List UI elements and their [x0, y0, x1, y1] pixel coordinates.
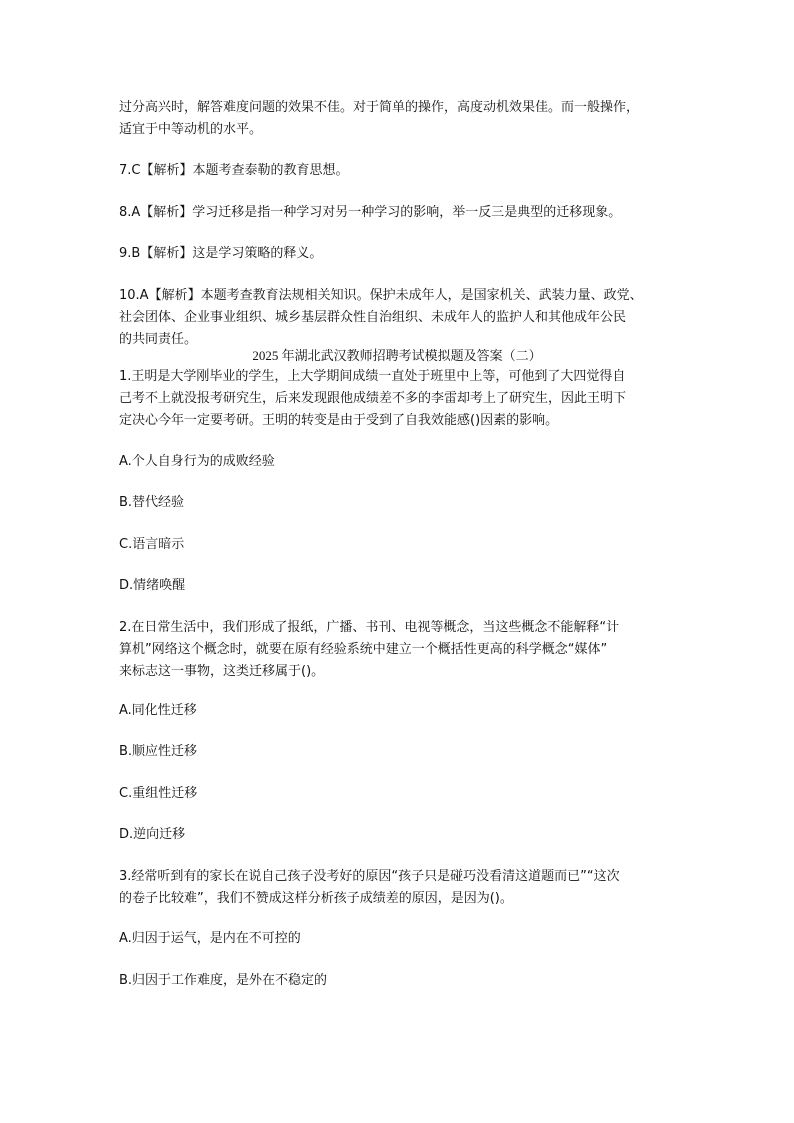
text-line: 定决心今年一定要考研。王明的转变是由于受到了自我效能感()因素的影响。 — [119, 413, 559, 428]
question-1-option-b: B.替代经验 — [119, 495, 185, 510]
text-line: 来标志这一事物，这类迁移属于()。 — [119, 664, 325, 679]
text-line: 算机”网络这个概念时，就要在原有经验系统中建立一个概括性更高的科学概念“媒体” — [119, 642, 608, 657]
question-1-option-c: C.语言暗示 — [119, 537, 185, 552]
answer-10 — [119, 285, 679, 351]
answer-9: 9.B【解析】这是学习策略的释义。 — [119, 246, 323, 261]
text-line: 己考不上就没报考研究生，后来发现跟他成绩差不多的李雷却考上了研究生，因此王明下 — [119, 391, 627, 406]
text-line: 过分高兴时，解答难度问题的效果不佳。对于简单的操作，高度动机效果佳。而一般操作， — [119, 100, 640, 115]
question-2 — [119, 617, 679, 683]
question-2-option-c: C.重组性迁移 — [119, 786, 198, 801]
text-line: 的共同责任。 — [119, 332, 198, 347]
text-line: 的卷子比较难”，我们不赞成这样分析孩子成绩差的原因，是因为()。 — [119, 891, 513, 906]
text-line: 3.经常听到有的家长在说自己孩子没考好的原因“孩子只是碰巧没看清这道题而已”“这次 — [119, 869, 620, 884]
question-2-option-b: B.顺应性迁移 — [119, 744, 198, 759]
text-line: 适宜于中等动机的水平。 — [119, 122, 263, 137]
answer-7: 7.C【解析】本题考查泰勒的教育思想。 — [119, 163, 349, 178]
question-1 — [119, 366, 679, 432]
text-line: 1.王明是大学刚毕业的学生，上大学期间成绩一直处于班里中上等，可他到了大四觉得自 — [119, 369, 626, 384]
question-1-option-d: D.情绪唤醒 — [119, 578, 186, 593]
question-1-option-a: A.个人自身行为的成败经验 — [119, 454, 275, 469]
question-2-option-d: D.逆向迁移 — [119, 827, 186, 842]
question-3 — [119, 866, 679, 910]
paragraph-motivation — [119, 97, 679, 141]
text-line: 2.在日常生活中，我们形成了报纸，广播、书刊、电视等概念，当这些概念不能解释“计 — [119, 620, 620, 635]
section-title: 2025 年湖北武汉教师招聘考试模拟题及答案（二） — [252, 348, 542, 363]
answer-8: 8.A【解析】学习迁移是指一种学习对另一种学习的影响，举一反三是典型的迁移现象。 — [119, 205, 622, 220]
question-3-option-b: B.归因于工作难度，是外在不稳定的 — [119, 973, 328, 988]
text-line: 社会团体、企业事业组织、城乡基层群众性自治组织、未成年人的监护人和其他成年公民 — [119, 310, 627, 325]
question-2-option-a: A.同化性迁移 — [119, 703, 197, 718]
question-3-option-a: A.归因于运气，是内在不可控的 — [119, 931, 301, 946]
text-line: 10.A【解析】本题考查教育法规相关知识。保护未成年人，是国家机关、武装力量、政党、 — [119, 288, 643, 303]
